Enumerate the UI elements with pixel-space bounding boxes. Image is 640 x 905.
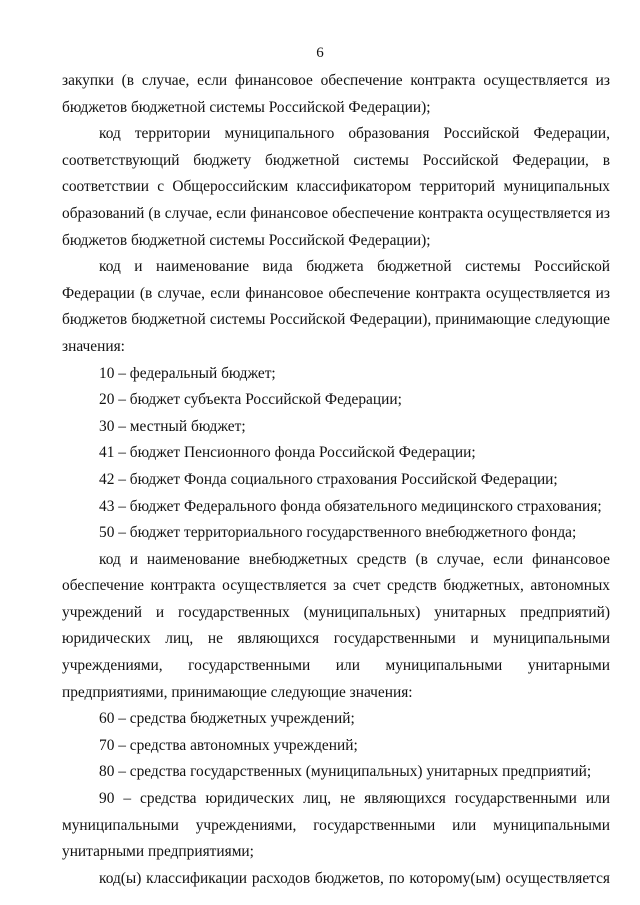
- paragraph: 41 – бюджет Пенсионного фонда Российской Федерации;: [99, 444, 476, 462]
- page-number: 6: [316, 45, 324, 61]
- paragraph: 80 – средства государственных (муниципальных) унитарных предприятий;: [99, 763, 592, 781]
- paragraph: 60 – средства бюджетных учреждений;: [99, 710, 355, 728]
- paragraph: 30 – местный бюджет;: [99, 417, 246, 435]
- paragraph: код и наименование вида бюджета бюджетной системы Российской Федерации (в случае, если финансовое обеспечение контракта осуществляется из бюджетов бюджетной системы Российской Федерации), принимающие следующие значения:: [62, 258, 610, 355]
- paragraph: 42 – бюджет Фонда социального страхования Российской Федерации;: [99, 470, 558, 488]
- paragraph: 10 – федеральный бюджет;: [99, 364, 276, 382]
- paragraph: 43 – бюджет Федерального фонда обязательного медицинского страхования;: [99, 497, 602, 515]
- paragraph: 50 – бюджет территориального государственного внебюджетного фонда;: [99, 524, 577, 542]
- paragraph: 20 – бюджет субъекта Российской Федерации;: [99, 391, 402, 409]
- paragraph: 90 – средства юридических лиц, не являющихся государственными или муниципальными учреждениями, государственными или муниципальными унитарными предприятиями;: [62, 790, 610, 861]
- paragraph: 70 – средства автономных учреждений;: [99, 736, 358, 754]
- document-body: [62, 68, 610, 892]
- paragraph: код территории муниципального образования Российской Федерации, соответствующий бюджету бюджетной системы Российской Федерации, в соответствии с Общероссийским классификатором территорий муниципальных образований (в случае, если финансовое обеспечение контракта осуществляется из бюджетов бюджетной системы Российской Федерации);: [62, 125, 610, 249]
- paragraph: код и наименование внебюджетных средств (в случае, если финансовое обеспечение контракта осуществляется за счет средств бюджетных, автономных учреждений и государственных (муниципальных) унитарных предприятий) юридических лиц, не являющихся государственными и муниципальными учреждениями, государственными или муниципальными унитарными предприятиями, принимающие следующие значения:: [62, 550, 610, 701]
- paragraph: закупки (в случае, если финансовое обеспечение контракта осуществляется из бюджетов бюджетной системы Российской Федерации);: [62, 72, 610, 116]
- paragraph: код(ы) классификации расходов бюджетов, по которому(ым) осуществляется: [99, 869, 610, 887]
